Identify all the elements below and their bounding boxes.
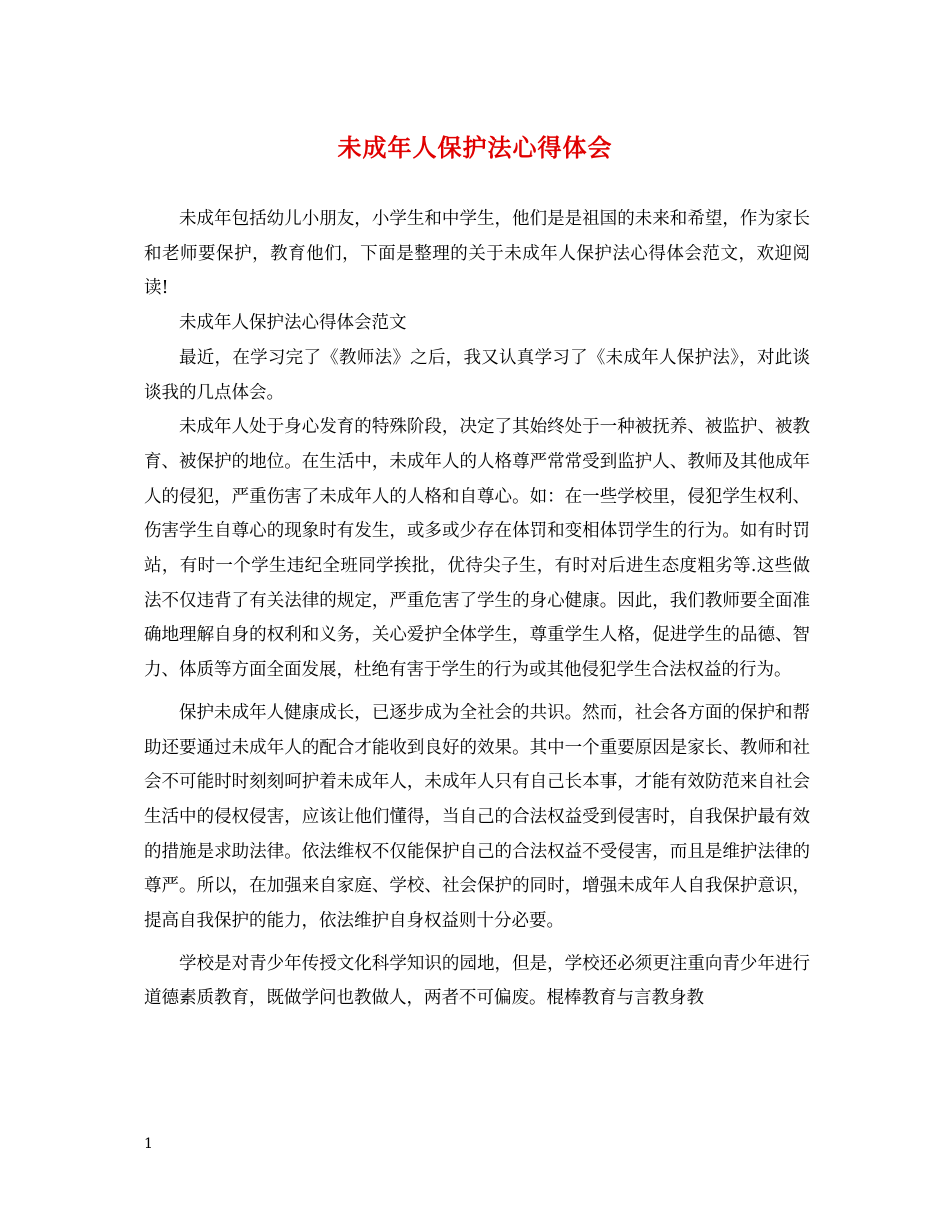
page-number: 1 (144, 1136, 153, 1152)
document-body (144, 202, 810, 1016)
paragraph-school-education: 学校是对青少年传授文化科学知识的园地，但是，学校还必须更注重向青少年进行道德素质教育，既做学问也教做人，两者不可偏废。棍棒教育与言教身教 (144, 953, 810, 1009)
paragraph-special-stage: 未成年人处于身心发育的特殊阶段，决定了其始终处于一种被抚养、被监护、被教育、被保护的地位。在生活中，未成年人的人格尊严常常受到监护人、教师及其他成年人的侵犯，严重伤害了未成年人的人格和自尊心。如：在一些学校里，侵犯学生权利、伤害学生自尊心的现象时有发生，或多或少存在体罚和变相体罚学生的行为。如有时罚站，有时一个学生违纪全班同学挨批，优待尖子生，有时对后进生态度粗劣等.这些做法不仅违背了有关法律的规定，严重危害了学生的身心健康。因此，我们教师要全面准确地理解自身的权利和义务，关心爱护全体学生，尊重学生人格，促进学生的品德、智力、体质等方面全面发展，杜绝有害于学生的行为或其他侵犯学生合法权益的行为。 (144, 417, 810, 681)
paragraph-subheading: 未成年人保护法心得体会范文 (179, 313, 407, 334)
paragraph-intro: 未成年包括幼儿小朋友，小学生和中学生，他们是是祖国的未来和希望，作为家长和老师要保护，教育他们，下面是整理的关于未成年人保护法心得体会范文，欢迎阅读! (144, 209, 810, 299)
document-title: 未成年人保护法心得体会 (337, 133, 613, 162)
paragraph-teacher-law: 最近，在学习完了《教师法》之后，我又认真学习了《未成年人保护法》，对此谈谈我的几点体会。 (144, 347, 810, 403)
paragraph-social-consensus: 保护未成年人健康成长，已逐步成为全社会的共识。然而，社会各方面的保护和帮助还要通过未成年人的配合才能收到良好的效果。其中一个重要原因是家长、教师和社会不可能时时刻刻呵护着未成年人，未成年人只有自己长本事，才能有效防范来自社会生活中的侵权侵害，应该让他们懂得，当自己的合法权益受到侵害时，自我保护最有效的措施是求助法律。依法维权不仅能保护自己的合法权益不受侵害，而且是维护法律的尊严。所以，在加强来自家庭、学校、社会保护的同时，增强未成年人自我保护意识，提高自我保护的能力，依法维护自身权益则十分必要。 (144, 702, 810, 932)
